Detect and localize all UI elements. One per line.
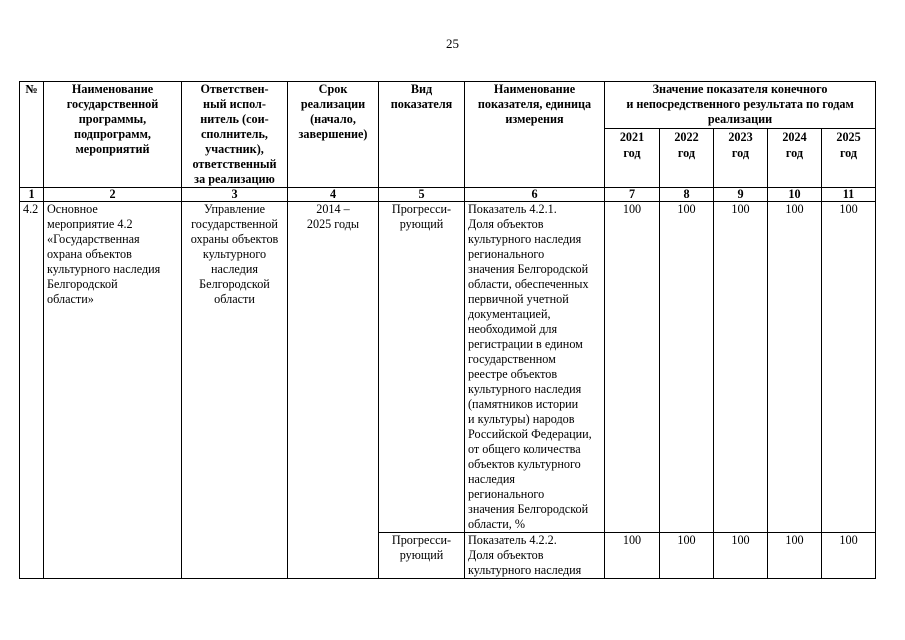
column-number: 8 — [660, 188, 714, 202]
header-year-2025: 2025 год — [822, 128, 876, 187]
header-year-2024: 2024 год — [768, 128, 822, 187]
header-year-2021: 2021 год — [605, 128, 660, 187]
column-number: 9 — [714, 188, 768, 202]
column-number: 2 — [44, 188, 182, 202]
indicator-kind: Прогресси- рующий — [379, 533, 465, 579]
row-number: 4.2 — [20, 202, 44, 579]
header-term: Срок реализации (начало, завершение) — [288, 82, 379, 188]
indicator-name: Показатель 4.2.2. Доля объектов культурного наследия — [465, 533, 605, 579]
header-values-group: Значение показателя конечного и непосредственного результата по годам реализации — [605, 82, 876, 129]
indicator-kind: Прогресси- рующий — [379, 202, 465, 533]
indicators-table — [19, 81, 876, 579]
column-number: 6 — [465, 188, 605, 202]
implementation-term: 2014 – 2025 годы — [288, 202, 379, 579]
value-2025: 100 — [822, 533, 876, 579]
responsible-executor: Управление государственной охраны объектов культурного наследия Белгородской области — [182, 202, 288, 579]
value-2023: 100 — [714, 533, 768, 579]
column-number: 3 — [182, 188, 288, 202]
header-no: № — [20, 82, 44, 188]
header-indicator-kind: Вид показателя — [379, 82, 465, 188]
header-year-2023: 2023 год — [714, 128, 768, 187]
page-number: 25 — [446, 36, 459, 51]
column-number: 7 — [605, 188, 660, 202]
header-responsible: Ответствен- ный испол- нитель (сои- сполнитель, участник), ответственный за реализацию — [182, 82, 288, 188]
value-2022: 100 — [660, 202, 714, 533]
header-program-name: Наименование государственной программы, подпрограмм, мероприятий — [44, 82, 182, 188]
header-indicator-name: Наименование показателя, единица измерения — [465, 82, 605, 188]
measure-name: Основное мероприятие 4.2 «Государственная охрана объектов культурного наследия Белгородской области» — [44, 202, 182, 579]
column-number: 1 — [20, 188, 44, 202]
value-2024: 100 — [768, 533, 822, 579]
value-2025: 100 — [822, 202, 876, 533]
indicator-name: Показатель 4.2.1. Доля объектов культурного наследия регионального значения Белгородской области, обеспеченных первичной учетной документацией, необходимой для регистрации в едином государственном реестре объектов культурного наследия (памятников истории и культуры) народов Российской Федерации, от общего количества объектов культурного наследия регионального значения Белгородской области, % — [465, 202, 605, 533]
value-2021: 100 — [605, 202, 660, 533]
value-2024: 100 — [768, 202, 822, 533]
table-row — [20, 202, 876, 533]
column-number: 10 — [768, 188, 822, 202]
column-number: 11 — [822, 188, 876, 202]
value-2023: 100 — [714, 202, 768, 533]
value-2022: 100 — [660, 533, 714, 579]
column-number: 5 — [379, 188, 465, 202]
value-2021: 100 — [605, 533, 660, 579]
header-year-2022: 2022 год — [660, 128, 714, 187]
column-number: 4 — [288, 188, 379, 202]
